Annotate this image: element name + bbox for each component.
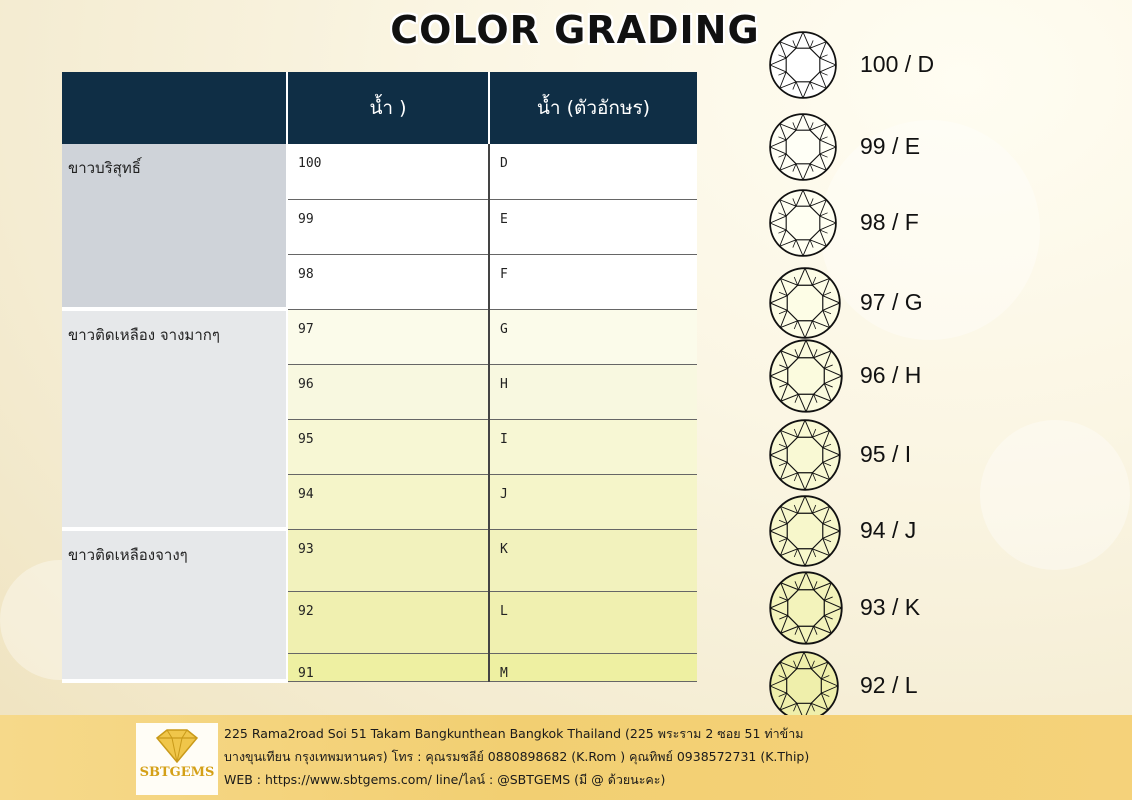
- diamond-icon: [768, 338, 844, 414]
- diamond-icon: [768, 650, 840, 722]
- grade-letter: J: [489, 474, 697, 529]
- diamond-grade-label: 98 / F: [860, 209, 919, 235]
- diamond-grade-label: 94 / J: [860, 517, 917, 543]
- table-row: [62, 144, 697, 199]
- group-label: ขาวติดเหลืองจางๆ: [62, 529, 287, 681]
- diamond-grade-label: 99 / E: [860, 133, 921, 159]
- grade-value: 92: [287, 591, 489, 653]
- footer-web: WEB : https://www.sbtgems.com/ line/ไลน์ : @SBTGEMS (มี @ ด้วยนะคะ): [224, 772, 666, 787]
- grade-value: 95: [287, 419, 489, 474]
- grade-letter: M: [489, 653, 697, 681]
- table-header-row: [62, 72, 697, 144]
- grade-letter: G: [489, 309, 697, 364]
- diamond-grade-label: 97 / G: [860, 289, 923, 315]
- grade-value: 94: [287, 474, 489, 529]
- page-title: COLOR GRADING: [390, 8, 760, 52]
- grade-letter: H: [489, 364, 697, 419]
- diamond-icon: [768, 418, 842, 492]
- diamond-icon: [768, 30, 838, 100]
- grade-letter: I: [489, 419, 697, 474]
- footer: [0, 715, 1132, 800]
- diamond-grade-label: 95 / I: [860, 441, 912, 467]
- diamond-icon: [768, 570, 844, 646]
- grade-value: 91: [287, 653, 489, 681]
- diamond-color-chart: [760, 30, 1000, 720]
- grade-value: 99: [287, 199, 489, 254]
- diamond-grade-label: 100 / D: [860, 51, 935, 77]
- grade-value: 93: [287, 529, 489, 591]
- footer-contact: บางขุนเทียน กรุงเทพมหานคร) โทร : คุณรมชลีย์ 0880898682 (K.Rom ) คุณทิพย์ 0938572731 (K.Thip): [224, 749, 810, 764]
- header-letter: น้ำ (ตัวอักษร): [489, 72, 697, 144]
- logo-text: SBTGEMS: [139, 765, 215, 780]
- grade-value: 98: [287, 254, 489, 309]
- diamond-icon: [768, 188, 838, 258]
- group-label: ขาวบริสุทธิ์: [62, 144, 287, 309]
- diamond-grade-label: 96 / H: [860, 362, 922, 388]
- grade-letter: L: [489, 591, 697, 653]
- footer-address: 225 Rama2road Soi 51 Takam Bangkunthean Bangkok Thailand (225 พระราม 2 ซอย 51 ท่าข้าม: [224, 726, 804, 741]
- grade-value: 97: [287, 309, 489, 364]
- diamond-icon: [768, 112, 838, 182]
- color-grading-table: [62, 72, 697, 683]
- grade-value: 100: [287, 144, 489, 199]
- diamond-logo-icon: [147, 726, 207, 766]
- diamond-icon: [768, 266, 842, 340]
- diamond-grade-label: 93 / K: [860, 594, 921, 620]
- company-logo: [136, 723, 218, 795]
- group-label: ขาวติดเหลือง จางมากๆ: [62, 309, 287, 529]
- header-value: น้ำ ): [287, 72, 489, 144]
- grade-letter: E: [489, 199, 697, 254]
- grade-letter: K: [489, 529, 697, 591]
- header-category: [62, 72, 287, 144]
- diamond-icon: [768, 494, 842, 568]
- diamond-grade-label: 92 / L: [860, 672, 918, 698]
- grade-letter: F: [489, 254, 697, 309]
- grade-letter: D: [489, 144, 697, 199]
- table-row: [62, 309, 697, 364]
- table-row: [62, 529, 697, 591]
- bokeh-decoration: [980, 420, 1130, 570]
- grade-value: 96: [287, 364, 489, 419]
